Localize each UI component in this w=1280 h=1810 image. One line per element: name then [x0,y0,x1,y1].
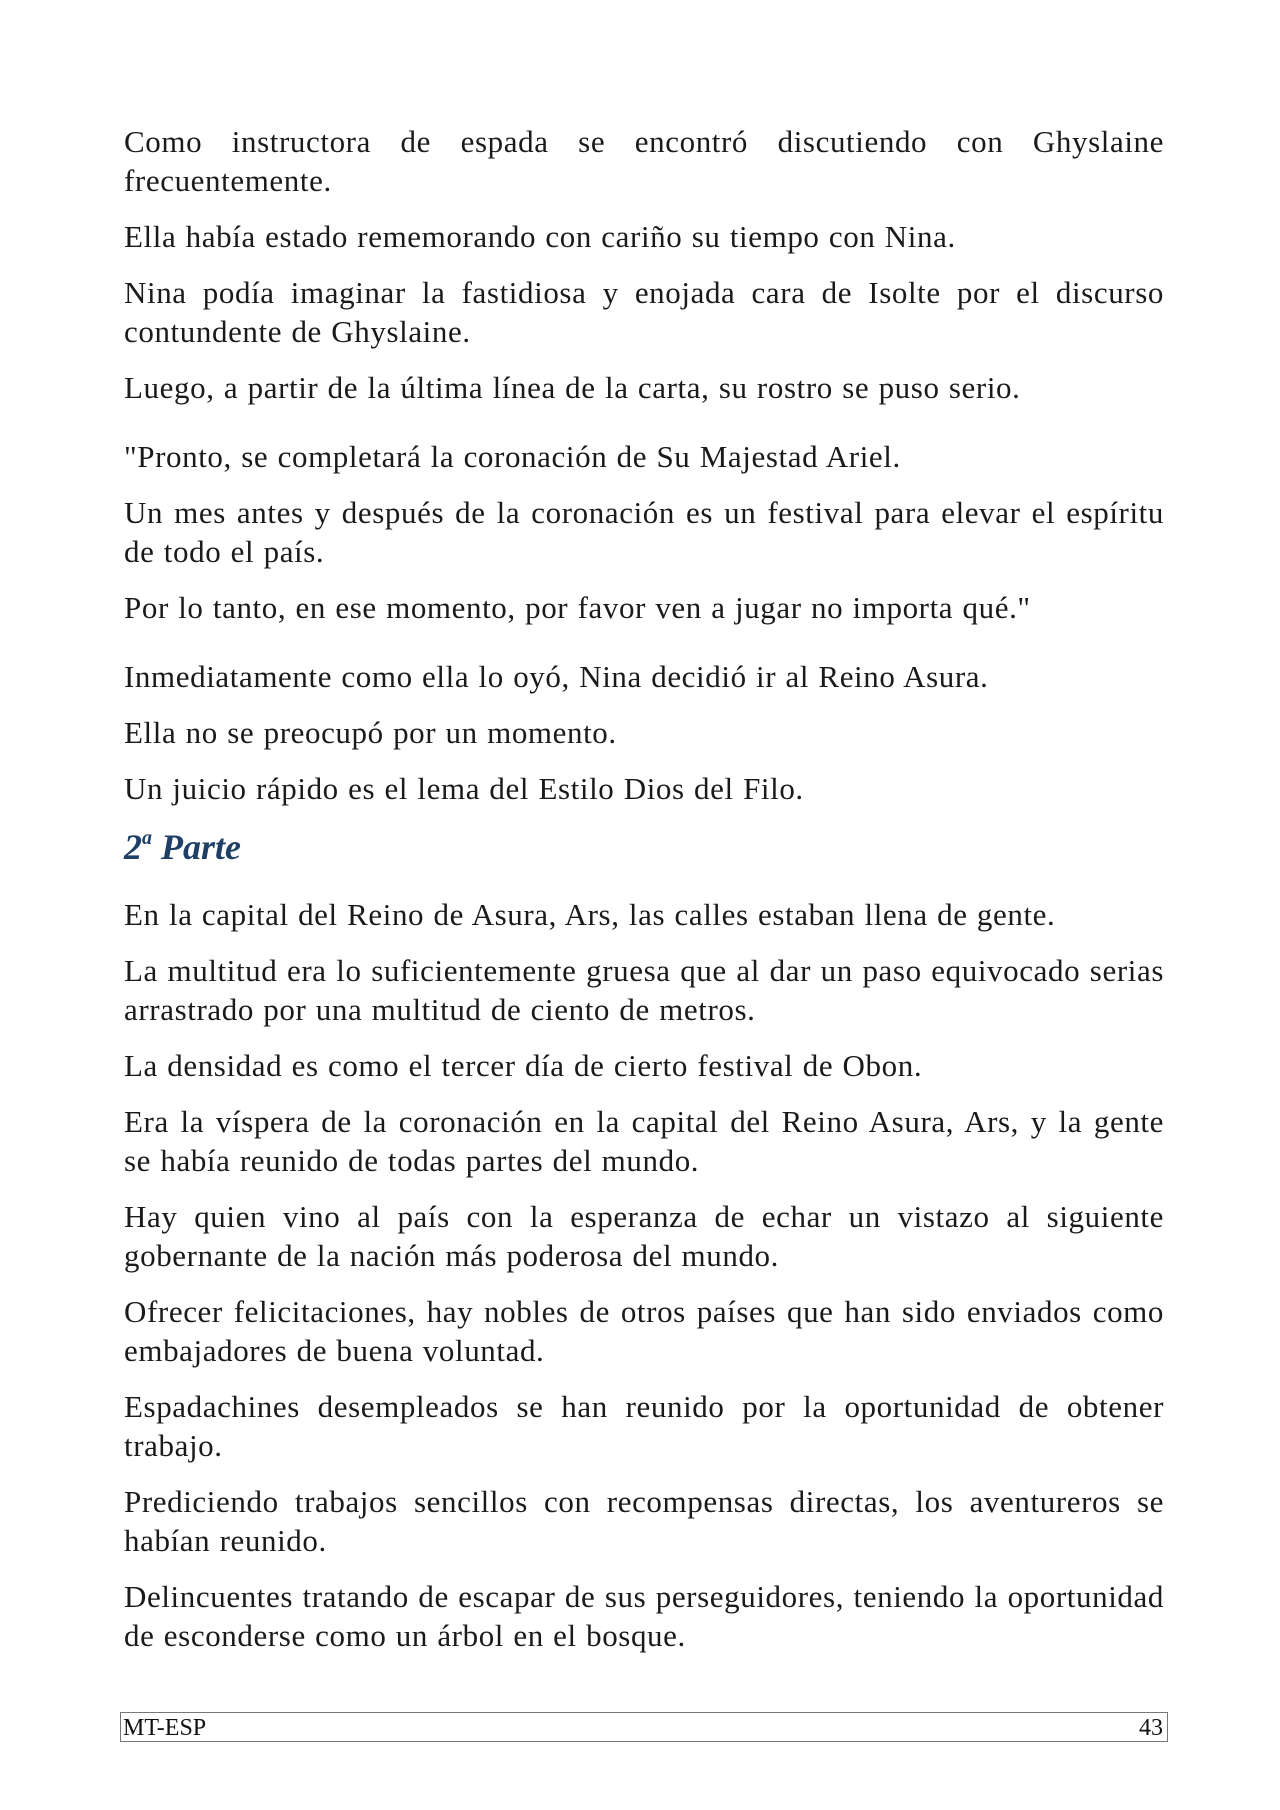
paragraph: Prediciendo trabajos sencillos con recompensas directas, los aventureros se habían reunido. [124,1484,1164,1558]
paragraph: Era la víspera de la coronación en la capital del Reino Asura, Ars, y la gente se había reunido de todas partes del mundo. [124,1104,1164,1178]
paragraph: Ofrecer felicitaciones, hay nobles de otros países que han sido enviados como embajadores de buena voluntad. [124,1294,1164,1368]
page-number: 43 [1139,1715,1163,1741]
paragraph: Ella había estado rememorando con cariño su tiempo con Nina. [124,219,956,254]
section-number: 2 [124,827,142,867]
paragraph: Como instructora de espada se encontró discutiendo con Ghyslaine frecuentemente. [124,124,1164,198]
paragraph: Hay quien vino al país con la esperanza de echar un vistazo al siguiente gobernante de la nación más poderosa del mundo. [124,1199,1164,1273]
paragraph: "Pronto, se completará la coronación de Su Majestad Ariel. [124,439,901,474]
paragraph: La multitud era lo suficientemente gruesa que al dar un paso equivocado serias arrastrado por una multitud de ciento de metros. [124,953,1164,1027]
paragraph: La densidad es como el tercer día de cierto festival de Obon. [124,1048,923,1083]
paragraph: Un juicio rápido es el lema del Estilo Dios del Filo. [124,771,804,806]
paragraph: Un mes antes y después de la coronación es un festival para elevar el espíritu de todo el país. [124,495,1164,569]
paragraph: Ella no se preocupó por un momento. [124,715,617,750]
section-heading [124,825,1164,869]
paragraph: Inmediatamente como ella lo oyó, Nina decidió ir al Reino Asura. [124,659,989,694]
paragraph: En la capital del Reino de Asura, Ars, las calles estaban llena de gente. [124,897,1056,932]
paragraph: Luego, a partir de la última línea de la carta, su rostro se puso serio. [124,370,1021,405]
paragraph: Por lo tanto, en ese momento, por favor ven a jugar no importa qué." [124,590,1031,625]
footer-label: MT-ESP [123,1715,207,1741]
section-number-superscript: a [142,827,152,849]
section-title: Parte [161,827,241,867]
page-body [124,122,1164,1672]
paragraph: Espadachines desempleados se han reunido por la oportunidad de obtener trabajo. [124,1389,1164,1463]
page-footer [120,1712,1168,1742]
paragraph: Nina podía imaginar la fastidiosa y enojada cara de Isolte por el discurso contundente de Ghyslaine. [124,275,1164,349]
paragraph: Delincuentes tratando de escapar de sus perseguidores, teniendo la oportunidad de esconderse como un árbol en el bosque. [124,1579,1164,1653]
